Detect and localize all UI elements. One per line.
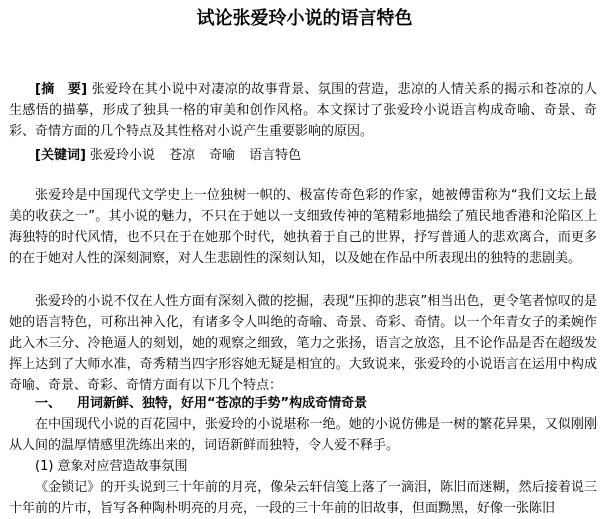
keywords-label: [关键词]	[35, 148, 86, 163]
keyword-item: 语言特色	[249, 148, 302, 163]
body-paragraph-3: 在中国现代小说的百花园中，张爱玲的小说堪称一绝。她的小说仿佛是一树的繁花异果，又似刚刚从人间的温厚情感里洗练出来的，词语新鲜而独特，令人爱不释手。	[9, 417, 597, 453]
keywords-line	[9, 145, 597, 166]
body-paragraph-4: 《金锁记》的开头说到三十年前的月亮，像朵云轩信笺上落了一滴泪，陈旧而迷糊，然后接着说三十年前的片市，旨写各种陶朴明亮的月亮，一段的三十年前的旧故事，但面黝黑，好像一张陈旧	[9, 480, 597, 516]
abstract-label: [摘 要]	[35, 82, 88, 97]
abstract-paragraph	[9, 79, 597, 142]
body-paragraph-1: 张爱玲是中国现代文学史上一位独树一帜的、极富传奇色彩的作家，她被傅雷称为“我们文坛上最美的收获之一”。其小说的魅力，不只在于她以一支细致传神的笔精彩地描绘了殖民地香港和沦陷区上海独特的时代风情，也不只在于在她那个时代，她执着于自己的世界，抒写普通人的悲欢离合，而更多的在于她对人性的深刻洞察，对人生悲剧性的深刻认知，以及她在作品中所表现出的独特的悲剧美。	[9, 188, 597, 266]
section-heading-1	[35, 393, 595, 414]
section-number: 一、	[35, 396, 62, 411]
abstract-text: 张爱玲在其小说中对凄凉的故事背景、氛围的营造，悲凉的人情关系的揭示和苍凉的人生感悟的描摹，形成了独具一格的审美和创作风格。本文探讨了张爱玲小说语言构成奇喻、奇景、奇彩、奇情方面的几个特点及其性格对小说产生重要影响的原因。	[9, 82, 597, 139]
keyword-item: 奇喻	[209, 148, 236, 163]
keyword-item: 苍凉	[169, 148, 196, 163]
keyword-item: 张爱玲小说	[90, 148, 156, 163]
paper-title: 试论张爱玲小说的语言特色	[196, 8, 413, 29]
section-title: 用词新鲜、独特，好用“苍凉的手势”构成奇情奇景	[77, 396, 368, 411]
subsection-heading-1: (1) 意象对应营造故事氛围	[35, 459, 188, 474]
body-paragraph-2: 张爱玲的小说不仅在人性方面有深刻入微的挖掘，表现“压抑的悲哀”相当出色，更令笔者惊叹的是她的语言特色，可称出神入化，有诸多令人叫绝的奇喻、奇景、奇彩、奇情。以一个年青女子的柔婉作此入木三分、冷艳逼人的刻划，她的观察之细致，笔力之张扬，语言之放恣，且不论作品是否在超级发挥上达到了大师水准，奇秀精当四字形容她无疑是相宜的。大致说来，张爱玲的小说语言在运用中构成奇喻、奇景、奇彩、奇情方面有以下几个特点：	[9, 294, 597, 393]
